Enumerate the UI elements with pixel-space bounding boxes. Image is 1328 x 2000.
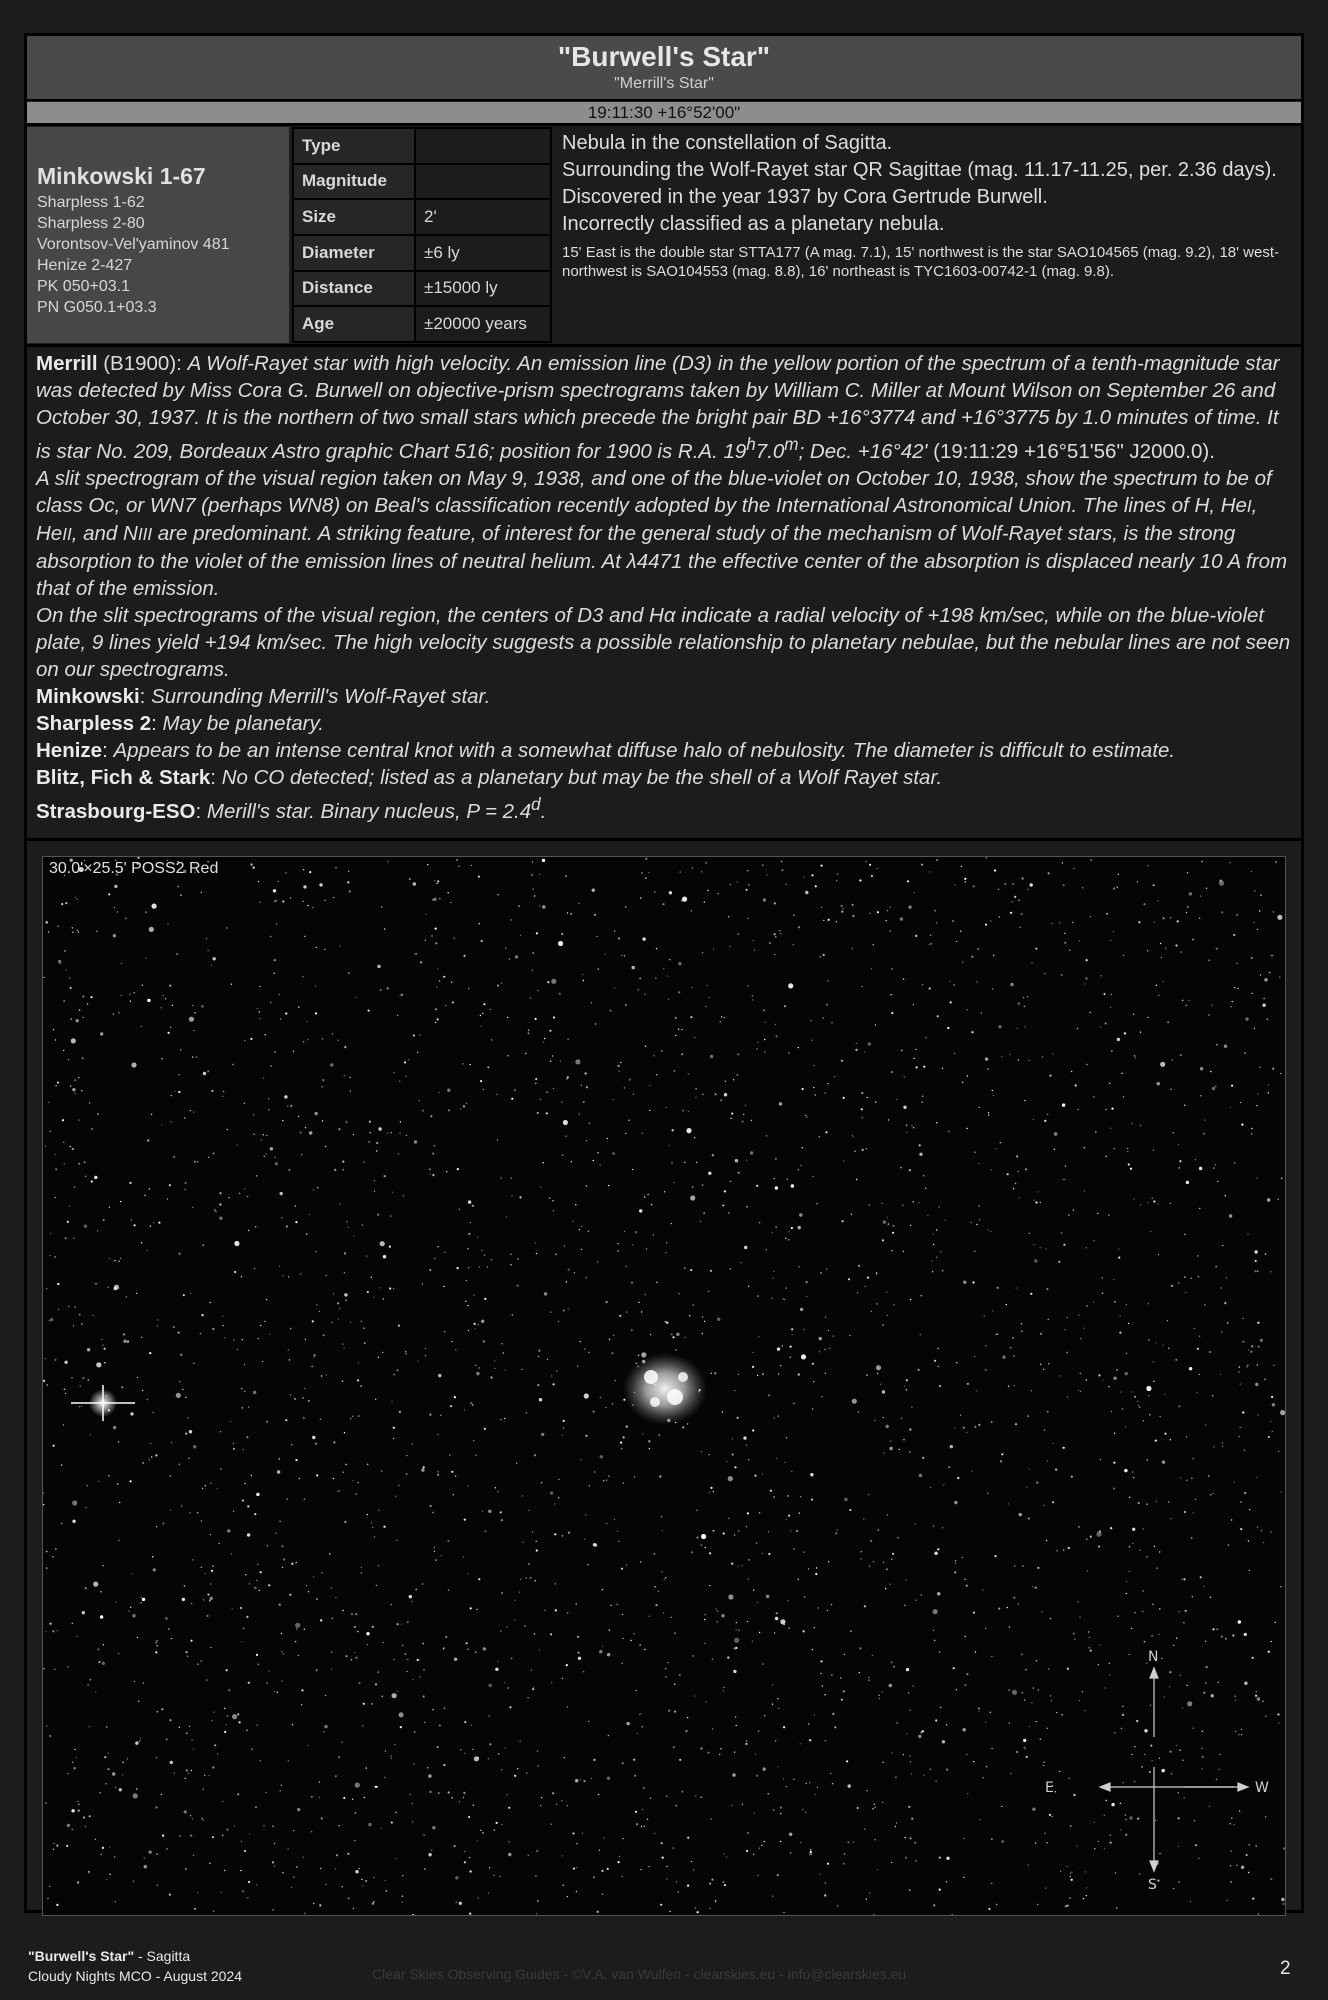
divider [24,344,1304,347]
property-value: ±20000 years [415,306,551,342]
property-label: Size [293,199,415,235]
property-label: Age [293,306,415,342]
note-author: Blitz, Fich & Stark [36,765,211,789]
note-merrill-continued: On the slit spectrograms of the visual region, the centers of D3 and Hα indicate a radial velocity of +198 km/sec, while on the blue-violet plate, 9 lines yield +194 km/sec. The high velocity suggests a possible relationship to planetary nebulae, but the nebular lines are not seen on our spectrograms. [36,603,1291,681]
image-caption: 30.0'×25.5' POSS2 Red [49,860,219,877]
description-line: Nebula in the constellation of Sagitta. [562,132,893,154]
coordinates: 19:11:30 +16°52'00" [27,102,1301,126]
note-author: Henize [36,738,103,762]
sky-image [42,856,1286,1916]
compass-west-label: W [1255,1780,1269,1796]
compass-north-label: N [1148,1649,1159,1665]
footer-credit: Clear Skies Observing Guides - ©V.A. van Wulfen - clearskies.eu - info@clearskies.eu [372,1966,907,1982]
designations-panel [27,127,289,343]
note-strasbourg: Strasbourg-ESO: Merill's star. Binary nucleus, P = 2.4$^d$. [36,794,547,823]
table-row [293,271,551,307]
title-bar [27,36,1301,101]
footer-object-name: "Burwell's Star" [28,1948,135,1964]
property-value [415,128,551,164]
table-row [293,235,551,271]
property-value [415,164,551,200]
footer-object [28,1946,242,1986]
property-label: Distance [293,271,415,307]
alt-designation: PN G050.1+03.3 [37,299,157,316]
bright-star [71,1385,135,1421]
description-line: Incorrectly classified as a planetary nebula. [562,213,945,235]
compass-east-label: E [1045,1780,1054,1796]
table-row [293,128,551,164]
footer-source: Cloudy Nights MCO - August 2024 [28,1968,242,1984]
alt-designation: PK 050+03.1 [37,278,130,295]
note-author: Strasbourg-ESO [36,799,196,823]
page-subtitle: "Merrill's Star" [614,75,714,92]
historical-notes [36,350,1298,825]
description-panel [562,130,1298,281]
page-number: 2 [1280,1958,1291,1979]
note-merrill-continued: A slit spectrogram of the visual region taken on May 9, 1938, and one of the blue-violet on October 10, 1938, show the spectrum to be of class Oc, or WN7 (perhaps WN8) on Beal's classification recently adopted by the International Astronomical Union. The lines of H, HeI, HeII, and NIII are predominant. A striking feature, of interest for the general study of the mechanism of Wolf-Rayet stars, is the strong absorption to the violet of the emission lines of neutral helium. At λ4471 the effective center of the absorption is displaced nearly 10 A from that of the emission. [36,466,1288,600]
property-value: 2' [415,199,551,235]
note-minkowski: Minkowski: Surrounding Merrill's Wolf-Rayet star. [36,684,491,708]
table-row [293,306,551,342]
note-author: Sharpless 2 [36,711,152,735]
property-value: ±6 ly [415,235,551,271]
nebula-minkowski-1-67 [623,1353,707,1425]
alt-designation: Henize 2-427 [37,257,133,274]
property-label: Type [293,128,415,164]
note-author: Merrill [36,352,98,375]
page-title: "Burwell's Star" [557,41,771,72]
footer-constellation: - Sagitta [134,1948,191,1964]
property-label: Magnitude [293,164,415,200]
compass-south-label: S [1148,1877,1157,1893]
alt-designation: Sharpless 1-62 [37,194,145,211]
note-author: Minkowski [36,684,140,708]
alt-designation: Sharpless 2-80 [37,215,145,232]
description-line: Discovered in the year 1937 by Cora Gertrude Burwell. [562,186,1048,208]
table-row [293,199,551,235]
note-merrill: Merrill (B1900): A Wolf-Rayet star with high velocity. An emission line (D3) in the yellow portion of the spectrum of a tenth-magnitude star was detected by Miss Cora G. Burwell on objective-prism spectrograms taken by William C. Miller at Mount Wilson on September 26 and October 30, 1937. It is the northern of two small stars which precede the bright pair BD +16°3774 and +16°3775 by 1.0 minutes of time. It is star No. 209, Bordeaux Astro graphic Chart 516; position for 1900 is R.A. 19$^h$7.0$^m$; Dec. +16°42' (19:11:29 +16°51'56" J2000.0). [36,352,1280,463]
alt-designation: Vorontsov-Vel'yaminov 481 [37,236,230,253]
description-line: Surrounding the Wolf-Rayet star QR Sagittae (mag. 11.17-11.25, per. 2.36 days). [562,159,1277,181]
properties-table [292,127,552,343]
compass-rose [1045,1649,1269,1893]
property-label: Diameter [293,235,415,271]
property-value: ±15000 ly [415,271,551,307]
star-field [43,857,1285,1915]
note-blitz: Blitz, Fich & Stark: No CO detected; listed as a planetary but may be the shell of a Wolf Rayet star. [36,765,943,789]
note-henize: Henize: Appears to be an intense central knot with a somewhat diffuse halo of nebulosity. The diameter is difficult to estimate. [36,738,1176,762]
note-sharpless: Sharpless 2: May be planetary. [36,711,324,735]
table-row [293,164,551,200]
neighbor-stars: 15' East is the double star STTA177 (A mag. 7.1), 15' northwest is the star SAO104565 (mag. 9.2), 18' west-northwest is SAO104553 (mag. 8.8), 16' northeast is TYC1603-00742-1 (mag. 9.8). [562,244,1280,280]
divider [24,838,1304,841]
primary-designation: Minkowski 1-67 [37,163,206,189]
